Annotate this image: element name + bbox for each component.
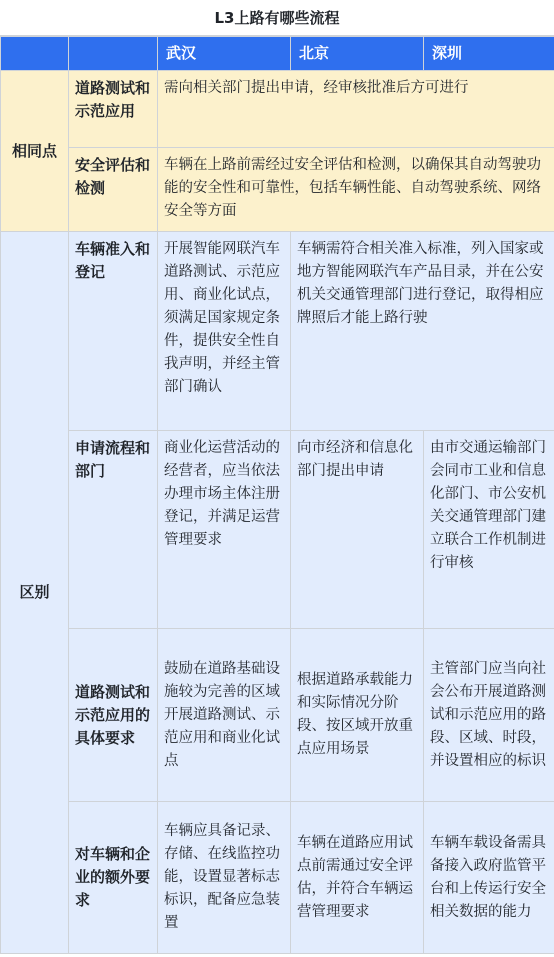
header-blank-1 xyxy=(1,37,69,71)
cell-shenzhen: 主管部门应当向社会公布开展道路测试和示范应用的路段、区域、时段，并设置相应的标识 xyxy=(424,629,554,802)
row-label: 道路测试和示范应用的具体要求 xyxy=(69,629,158,802)
row-label: 道路测试和示范应用 xyxy=(69,71,158,148)
cell-shenzhen: 车辆车载设备需具备接入政府监管平台和上传运行安全相关数据的能力 xyxy=(424,802,554,954)
cell-wuhan: 鼓励在道路基础设施较为完善的区域开展道路测试、示范应用和商业化试点 xyxy=(158,629,291,802)
cell-beijing-shenzhen: 车辆需符合相关准入标准，列入国家或地方智能网联汽车产品目录，并在公安机关交通管理部门进行登记，取得相应牌照后才能上路行驶 xyxy=(291,232,554,431)
cell-beijing: 向市经济和信息化部门提出申请 xyxy=(291,431,424,629)
header-wuhan: 武汉 xyxy=(158,37,291,71)
cell-beijing: 根据道路承载能力和实际情况分阶段、按区域开放重点应用场景 xyxy=(291,629,424,802)
table-row xyxy=(1,431,554,629)
row-label: 对车辆和企业的额外要求 xyxy=(69,802,158,954)
table-row xyxy=(1,148,554,232)
header-blank-2 xyxy=(69,37,158,71)
table-row xyxy=(1,802,554,954)
table-title: L3上路有哪些流程 xyxy=(0,0,554,36)
table-row xyxy=(1,232,554,431)
header-shenzhen: 深圳 xyxy=(424,37,554,71)
cell-shenzhen: 由市交通运输部门会同市工业和信息化部门、市公安机关交通管理部门建立联合工作机制进行审核 xyxy=(424,431,554,629)
cell-beijing: 车辆在道路应用试点前需通过安全评估，并符合车辆运营管理要求 xyxy=(291,802,424,954)
row-label: 车辆准入和登记 xyxy=(69,232,158,431)
group-diff: 区别 xyxy=(1,232,69,954)
comparison-table xyxy=(0,36,554,954)
cell-wuhan: 车辆应具备记录、存储、在线监控功能，设置显著标志标识，配备应急装置 xyxy=(158,802,291,954)
row-label: 申请流程和部门 xyxy=(69,431,158,629)
cell-wuhan: 开展智能网联汽车道路测试、示范应用、商业化试点，须满足国家规定条件，提供安全性自我声明，并经主管部门确认 xyxy=(158,232,291,431)
row-text: 需向相关部门提出申请，经审核批准后方可进行 xyxy=(158,71,554,148)
row-text: 车辆在上路前需经过安全评估和检测，以确保其自动驾驶功能的安全性和可靠性，包括车辆性能、自动驾驶系统、网络安全等方面 xyxy=(158,148,554,232)
row-label: 安全评估和检测 xyxy=(69,148,158,232)
header-beijing: 北京 xyxy=(291,37,424,71)
cell-wuhan: 商业化运营活动的经营者，应当依法办理市场主体注册登记，并满足运营管理要求 xyxy=(158,431,291,629)
table-row xyxy=(1,629,554,802)
header-row xyxy=(1,37,554,71)
group-same: 相同点 xyxy=(1,71,69,232)
table-row xyxy=(1,71,554,148)
